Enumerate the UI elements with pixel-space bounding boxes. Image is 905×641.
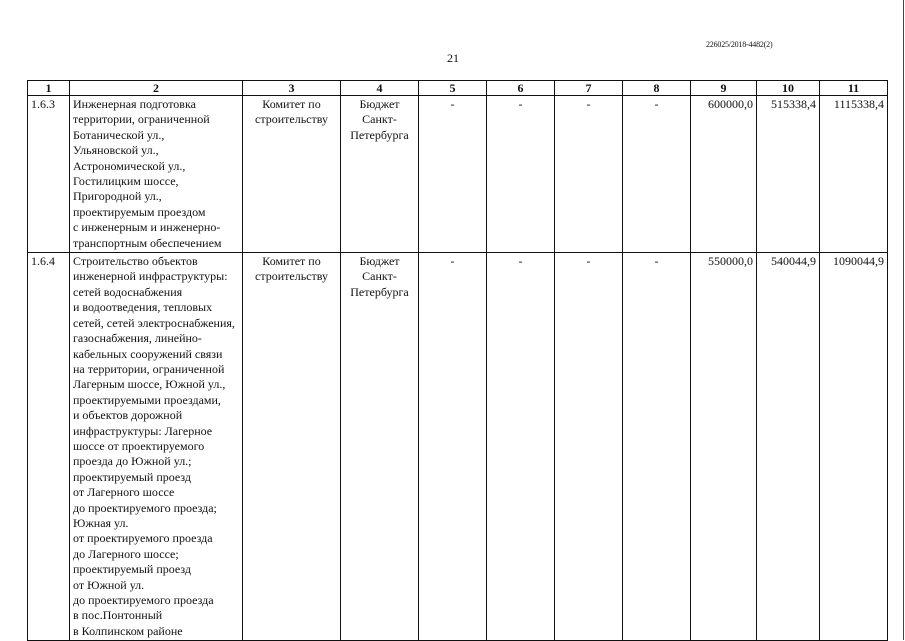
description-line: транспортным обеспечением (73, 235, 222, 250)
source-line: Бюджет (359, 97, 400, 111)
column-header: 10 (757, 81, 820, 96)
description-line: Астрономической ул., (73, 158, 186, 173)
description-line: и объектов дорожной (73, 408, 183, 423)
column-header: 8 (623, 81, 691, 96)
cell-col-11: 1090044,9 (820, 253, 888, 641)
budget-table (27, 80, 888, 641)
table-header-row (28, 81, 888, 96)
page-edge-divider (903, 0, 904, 640)
source-line: Санкт- (362, 269, 397, 284)
column-header: 4 (341, 81, 419, 96)
description-line: проектируемый проезд (73, 469, 191, 484)
description-line: и водоотведения, тепловых (73, 300, 213, 315)
document-number: 226025/2018-4482(2) (706, 40, 773, 49)
cell-col-5: - (419, 253, 487, 641)
description-line: инфраструктуры: Лагерное (73, 423, 213, 438)
cell-col-5: - (419, 96, 487, 253)
description-line: от Лагерного шоссе (73, 485, 175, 500)
row-number: 1.6.3 (28, 96, 70, 253)
description-line: сетей, сетей электроснабжения, (73, 315, 235, 330)
description-line: Южная ул. (73, 515, 129, 530)
executor-line: строительству (255, 112, 328, 127)
description-line: проектируемым проездом (73, 204, 206, 219)
description-line: сетей водоснабжения (73, 284, 183, 299)
description-line: от проектируемого проезда (73, 531, 213, 546)
description-line: Ульяновской ул., (73, 143, 159, 158)
row-description (70, 253, 243, 641)
row-executor (243, 96, 341, 253)
cell-col-9: 600000,0 (691, 96, 757, 253)
description-line: до Лагерного шоссе; (73, 546, 179, 561)
cell-col-9: 550000,0 (691, 253, 757, 641)
source-line: Петербурга (350, 127, 409, 142)
description-line: в Колпинском районе (73, 623, 183, 638)
description-line: Лагерным шоссе, Южной ул., (73, 377, 226, 392)
column-header: 2 (70, 81, 243, 96)
column-header: 9 (691, 81, 757, 96)
description-line: Инженерная подготовка (73, 97, 196, 111)
column-header: 11 (820, 81, 888, 96)
description-line: от Южной ул. (73, 577, 145, 592)
row-number: 1.6.4 (28, 253, 70, 641)
description-line: до проектируемого проезда (73, 593, 214, 607)
cell-col-7: - (555, 96, 623, 253)
cell-col-7: - (555, 253, 623, 641)
table-row (28, 96, 888, 253)
source-line: Санкт- (362, 112, 397, 127)
description-line: на территории, ограниченной (73, 361, 225, 376)
row-executor (243, 253, 341, 641)
executor-line: Комитет по (262, 97, 321, 111)
description-line: инженерной инфраструктуры: (73, 269, 228, 284)
column-header: 3 (243, 81, 341, 96)
cell-col-10: 540044,9 (757, 253, 820, 641)
page-number: 21 (447, 51, 459, 65)
column-header: 5 (419, 81, 487, 96)
description-line: Строительство объектов (73, 254, 198, 269)
description-line: кабельных сооружений связи (73, 346, 223, 361)
description-line: проезда до Южной ул.; (73, 454, 192, 469)
cell-col-10: 515338,4 (757, 96, 820, 253)
cell-col-6: - (487, 253, 555, 641)
executor-line: Комитет по (262, 254, 321, 269)
description-line: до проектируемого проезда; (73, 500, 217, 515)
source-line: Петербурга (350, 284, 409, 299)
row-funding-source (341, 96, 419, 253)
executor-line: строительству (255, 269, 328, 284)
cell-col-6: - (487, 96, 555, 253)
cell-col-8: - (623, 96, 691, 253)
description-line: газоснабжения, линейно- (73, 331, 202, 346)
description-line: Гостилицким шоссе, (73, 174, 179, 189)
description-line: территории, ограниченной (73, 112, 210, 127)
column-header: 1 (28, 81, 70, 96)
row-funding-source (341, 253, 419, 641)
description-line: шоссе от проектируемого (73, 438, 205, 453)
description-line: проектируемыми проездами, (73, 392, 221, 407)
description-line: проектируемый проезд (73, 562, 191, 577)
cell-col-8: - (623, 253, 691, 641)
cell-col-11: 1115338,4 (820, 96, 888, 253)
description-line: с инженерным и инженерно- (73, 220, 221, 235)
row-description (70, 96, 243, 253)
description-line: Пригородной ул., (73, 189, 162, 204)
description-line: в пос.Понтонный (73, 608, 163, 623)
table-row (28, 253, 888, 641)
source-line: Бюджет (359, 254, 400, 269)
column-header: 6 (487, 81, 555, 96)
description-line: Ботанической ул., (73, 127, 165, 142)
column-header: 7 (555, 81, 623, 96)
